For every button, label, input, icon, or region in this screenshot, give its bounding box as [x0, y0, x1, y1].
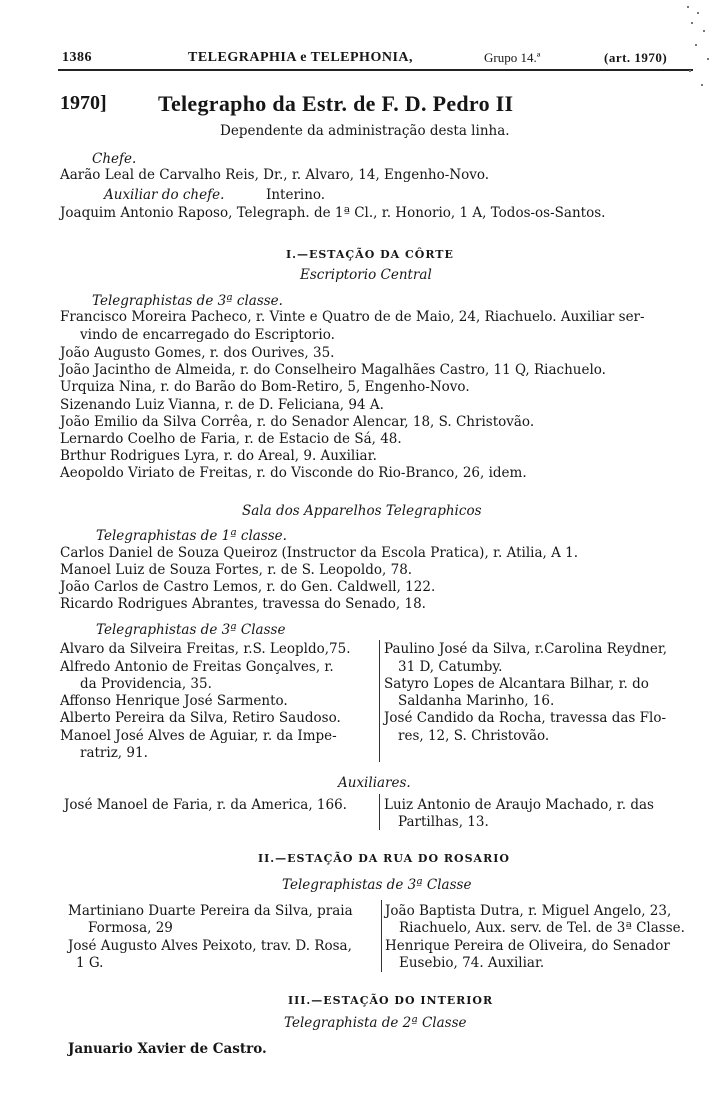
chefe-label: Chefe. — [92, 151, 137, 167]
list-item: Henrique Pereira de Oliveira, do Senador — [385, 938, 670, 954]
list-item: Formosa, 29 — [88, 920, 173, 936]
list-item: res, 12, S. Christovão. — [398, 728, 550, 744]
list-item: Affonso Henrique José Sarmento. — [60, 693, 288, 709]
list-item: ratriz, 91. — [80, 745, 148, 761]
column-divider — [381, 900, 382, 972]
chefe-entry: Aarão Leal de Carvalho Reis, Dr., r. Alvaro, 14, Engenho-Novo. — [60, 167, 490, 183]
section-title: Telegrapho da Estr. de F. D. Pedro II — [158, 91, 514, 116]
class-3-label: Telegraphistas de 3ª classe. — [92, 293, 283, 309]
list-item: Urquiza Nina, r. do Barão do Bom-Retiro, 5, Engenho-Novo. — [60, 379, 470, 395]
list-item: Alvaro da Silveira Freitas, r.S. Leopldo,75. — [60, 641, 351, 657]
list-item: Alberto Pereira da Silva, Retiro Saudoso. — [60, 710, 341, 726]
list-item: Manoel Luiz de Souza Fortes, r. de S. Leopoldo, 78. — [60, 562, 413, 578]
page-number: 1386 — [62, 50, 92, 65]
list-item: Paulino José da Silva, r.Carolina Reydner, — [384, 641, 668, 657]
list-item: Sizenando Luiz Vianna, r. de D. Feliciana, 94 A. — [60, 397, 384, 413]
class-3b-label: Telegraphistas de 3ª Classe — [96, 622, 286, 638]
section-subtitle: Dependente da administração desta linha. — [220, 123, 510, 139]
list-item: José Manoel de Faria, r. da America, 166. — [64, 797, 347, 813]
header-rule — [58, 69, 693, 71]
list-item: Ricardo Rodrigues Abrantes, travessa do Senado, 18. — [60, 596, 426, 612]
list-item: Januario Xavier de Castro. — [68, 1041, 267, 1057]
list-item: João Emilio da Silva Corrêa, r. do Senador Alencar, 18, S. Christovão. — [60, 414, 535, 430]
station-3-heading: III.—ESTAÇÃO DO INTERIOR — [288, 994, 494, 1007]
article-label: (art. 1970) — [604, 50, 668, 65]
list-item: Alfredo Antonio de Freitas Gonçalves, r. — [60, 659, 334, 675]
aux-chefe-note: Interino. — [266, 187, 326, 203]
list-item: da Providencia, 35. — [80, 676, 212, 692]
list-item: Martiniano Duarte Pereira da Silva, praia — [68, 903, 353, 919]
list-item: João Baptista Dutra, r. Miguel Angelo, 23, — [385, 903, 672, 919]
list-item: Eusebio, 74. Auxiliar. — [399, 955, 545, 971]
column-divider — [379, 794, 380, 830]
list-item: Lernardo Coelho de Faria, r. de Estacio de Sá, 48. — [60, 431, 402, 447]
list-item: Manoel José Alves de Aguiar, r. da Impe- — [60, 728, 337, 744]
list-item: José Candido da Rocha, travessa das Flo- — [384, 710, 667, 726]
aux-chefe-entry: Joaquim Antonio Raposo, Telegraph. de 1ª Cl., r. Honorio, 1 A, Todos-os-Santos. — [60, 205, 606, 221]
list-item: José Augusto Alves Peixoto, trav. D. Rosa, — [68, 938, 352, 954]
list-item: João Jacintho de Almeida, r. do Conselheiro Magalhães Castro, 11 Q, Riachuelo. — [60, 362, 606, 378]
list-item: 1 G. — [76, 955, 104, 971]
scan-noise — [683, 0, 713, 110]
list-item: Satyro Lopes de Alcantara Bilhar, r. do — [384, 676, 649, 692]
group-label: Grupo 14.ª — [484, 50, 541, 65]
aux-chefe-label: Auxiliar do chefe. — [104, 187, 225, 203]
station-1-heading: I.—ESTAÇÃO DA CÔRTE — [286, 248, 454, 261]
list-item: Carlos Daniel de Souza Queiroz (Instructor da Escola Pratica), r. Atilia, A 1. — [60, 545, 579, 561]
station-2-heading: II.—ESTAÇÃO DA RUA DO ROSARIO — [258, 852, 510, 865]
list-item: Partilhas, 13. — [398, 814, 489, 830]
running-title: TELEGRAPHIA e TELEPHONIA, — [188, 50, 414, 65]
list-item: vindo de encarregado do Escriptorio. — [80, 327, 335, 343]
list-item: 31 D, Catumby. — [398, 659, 503, 675]
station-1-office: Escriptorio Central — [300, 267, 432, 283]
list-item: Brthur Rodrigues Lyra, r. do Areal, 9. Auxiliar. — [60, 448, 377, 464]
list-item: Francisco Moreira Pacheco, r. Vinte e Quatro de de Maio, 24, Riachuelo. Auxiliar ser- — [60, 309, 645, 325]
column-divider — [379, 640, 380, 762]
list-item: João Augusto Gomes, r. dos Ourives, 35. — [60, 345, 335, 361]
list-item: Aeopoldo Viriato de Freitas, r. do Visconde do Rio-Branco, 26, idem. — [60, 465, 527, 481]
list-item: Luiz Antonio de Araujo Machado, r. das — [384, 797, 654, 813]
station-3-class-label: Telegraphista de 2ª Classe — [284, 1015, 467, 1031]
auxiliares-label: Auxiliares. — [338, 775, 411, 791]
list-item: João Carlos de Castro Lemos, r. do Gen. Caldwell, 122. — [60, 579, 436, 595]
list-item: Saldanha Marinho, 16. — [398, 693, 555, 709]
station-2-class-label: Telegraphistas de 3ª Classe — [282, 877, 472, 893]
section-number: 1970] — [60, 92, 107, 114]
class-1-label: Telegraphistas de 1ª classe. — [96, 528, 287, 544]
room-heading: Sala dos Apparelhos Telegraphicos — [242, 503, 482, 519]
list-item: Riachuelo, Aux. serv. de Tel. de 3ª Classe. — [399, 920, 685, 936]
